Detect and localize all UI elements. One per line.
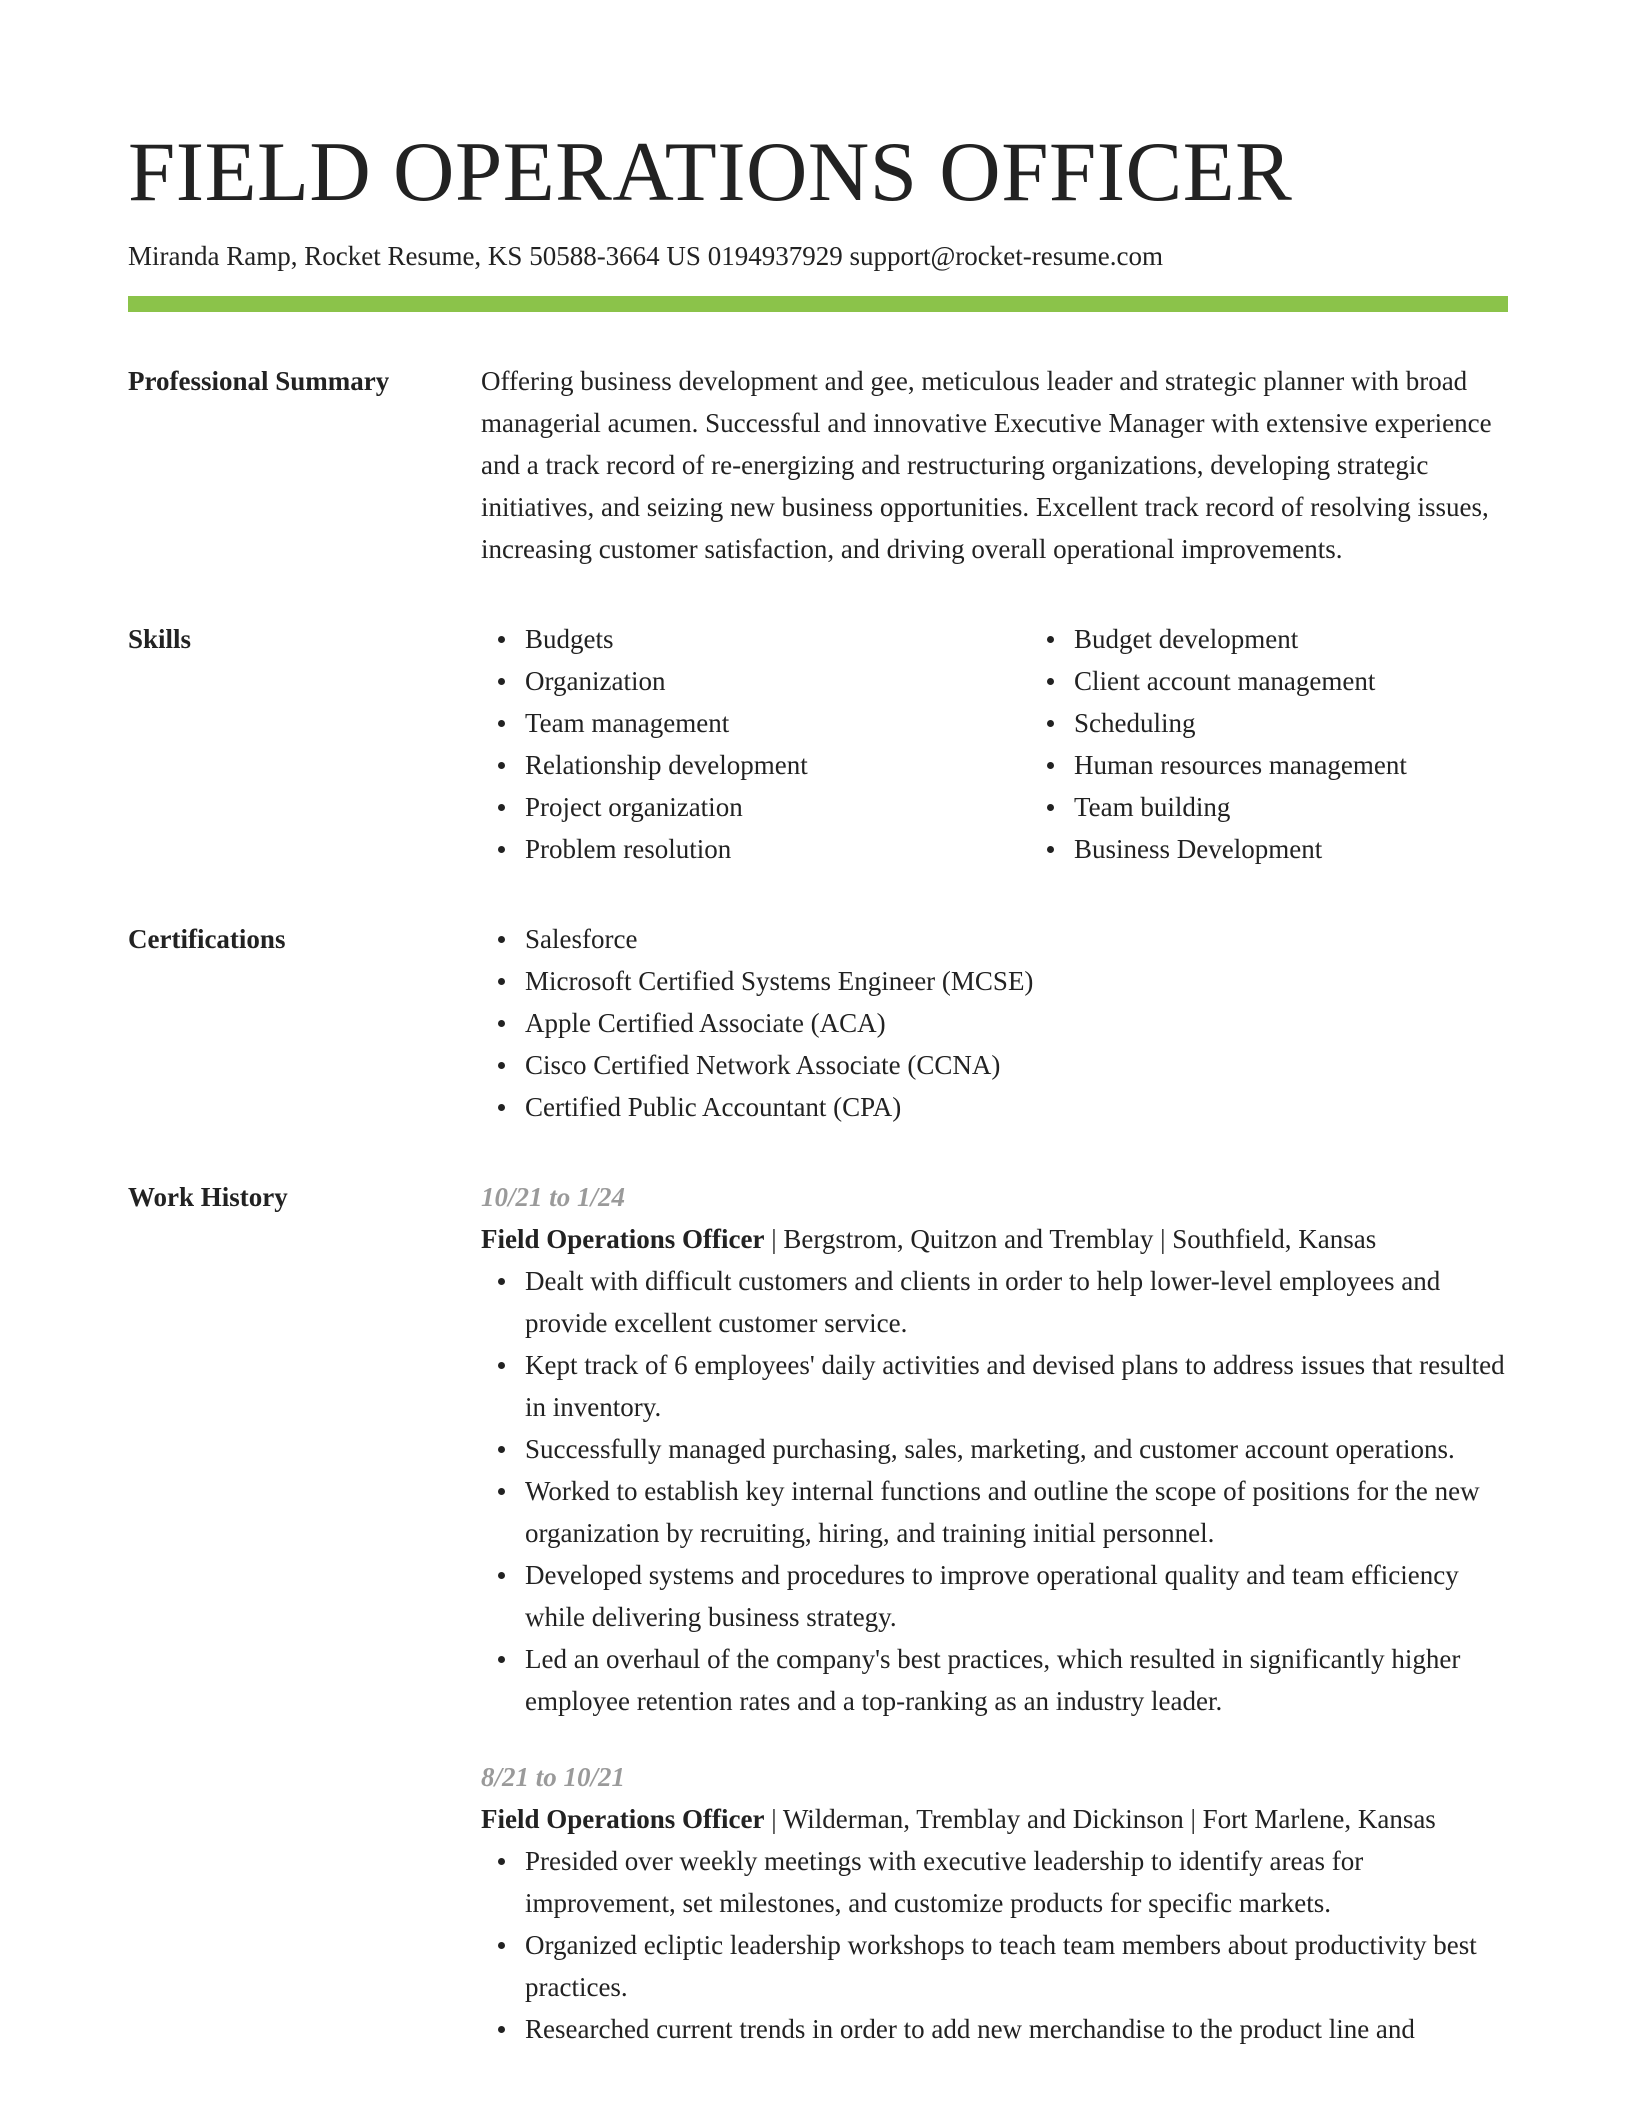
job-heading <box>481 1218 1508 1260</box>
skills-section <box>128 618 1508 870</box>
job-title: Field Operations Officer <box>481 1804 765 1834</box>
certification-item: Microsoft Certified Systems Engineer (MCSE) <box>525 960 1508 1002</box>
skill-item: Relationship development <box>525 744 985 786</box>
job-bullet: Developed systems and procedures to improve operational quality and team efficiency while delivering business strategy. <box>525 1554 1508 1638</box>
work-history-body <box>481 1176 1508 2050</box>
skill-item: Team building <box>1074 786 1534 828</box>
section-label-skills: Skills <box>128 624 192 654</box>
skill-item: Client account management <box>1074 660 1534 702</box>
summary-text: Offering business development and gee, meticulous leader and strategic planner with broad managerial acumen. Successful and innovative Executive Manager with extensive experience and a track record of re-energizing and restructuring organizations, developing strategic initiatives, and seizing new business opportunities. Excellent track record of resolving issues, increasing customer satisfaction, and driving overall operational improvements. <box>481 366 1492 564</box>
skill-item: Project organization <box>525 786 985 828</box>
resume-title: FIELD OPERATIONS OFFICER <box>128 125 1293 219</box>
job-heading <box>481 1798 1508 1840</box>
certification-item: Cisco Certified Network Associate (CCNA) <box>525 1044 1508 1086</box>
section-label-summary: Professional Summary <box>128 366 390 396</box>
certification-item: Certified Public Accountant (CPA) <box>525 1086 1508 1128</box>
certifications-list <box>481 918 1508 1128</box>
job-bullet: Worked to establish key internal functions and outline the scope of positions for the new organization by recruiting, hiring, and training initial personnel. <box>525 1470 1508 1554</box>
certifications-section <box>128 918 1508 1128</box>
certifications-body <box>481 918 1508 1128</box>
skill-item: Business Development <box>1074 828 1534 870</box>
job-dates: 10/21 to 1/24 <box>481 1182 626 1212</box>
skill-item: Budgets <box>525 618 985 660</box>
certification-item: Apple Certified Associate (ACA) <box>525 1002 1508 1044</box>
skills-list-left <box>481 618 985 870</box>
work-history-section <box>128 1176 1508 2050</box>
skill-item: Budget development <box>1074 618 1534 660</box>
skill-item: Team management <box>525 702 985 744</box>
job-bullet: Dealt with difficult customers and clients in order to help lower-level employees and provide excellent customer service. <box>525 1260 1508 1344</box>
job-bullets <box>481 1260 1508 1722</box>
job-details: | Bergstrom, Quitzon and Tremblay | Southfield, Kansas <box>764 1224 1377 1254</box>
job-dates: 8/21 to 10/21 <box>481 1762 626 1792</box>
job-details: | Wilderman, Tremblay and Dickinson | Fort Marlene, Kansas <box>764 1804 1436 1834</box>
job-bullet: Organized ecliptic leadership workshops to teach team members about productivity best practices. <box>525 1924 1508 2008</box>
job-entry <box>481 1176 1508 1722</box>
section-label-work-history: Work History <box>128 1182 288 1212</box>
section-label-certifications: Certifications <box>128 924 286 954</box>
job-bullet: Led an overhaul of the company's best practices, which resulted in significantly higher employee retention rates and a top-ranking as an industry leader. <box>525 1638 1508 1722</box>
skill-item: Scheduling <box>1074 702 1534 744</box>
skill-item: Organization <box>525 660 985 702</box>
skill-item: Human resources management <box>1074 744 1534 786</box>
job-bullets <box>481 1840 1508 2050</box>
job-bullet: Kept track of 6 employees' daily activities and devised plans to address issues that resulted in inventory. <box>525 1344 1508 1428</box>
job-bullet: Researched current trends in order to add new merchandise to the product line and <box>525 2008 1508 2050</box>
skills-body <box>481 618 1534 870</box>
job-entry <box>481 1756 1508 2050</box>
skill-item: Problem resolution <box>525 828 985 870</box>
job-title: Field Operations Officer <box>481 1224 765 1254</box>
certification-item: Salesforce <box>525 918 1508 960</box>
job-bullet: Presided over weekly meetings with executive leadership to identify areas for improvement, set milestones, and customize products for specific markets. <box>525 1840 1508 1924</box>
contact-line: Miranda Ramp, Rocket Resume, KS 50588-3664 US 0194937929 support@rocket-resume.com <box>128 241 1163 271</box>
resume-page <box>128 0 1508 2050</box>
summary-section <box>128 360 1508 570</box>
summary-body <box>481 360 1508 570</box>
job-bullet: Successfully managed purchasing, sales, marketing, and customer account operations. <box>525 1428 1508 1470</box>
accent-divider <box>128 296 1508 312</box>
skills-list-right <box>1030 618 1534 870</box>
